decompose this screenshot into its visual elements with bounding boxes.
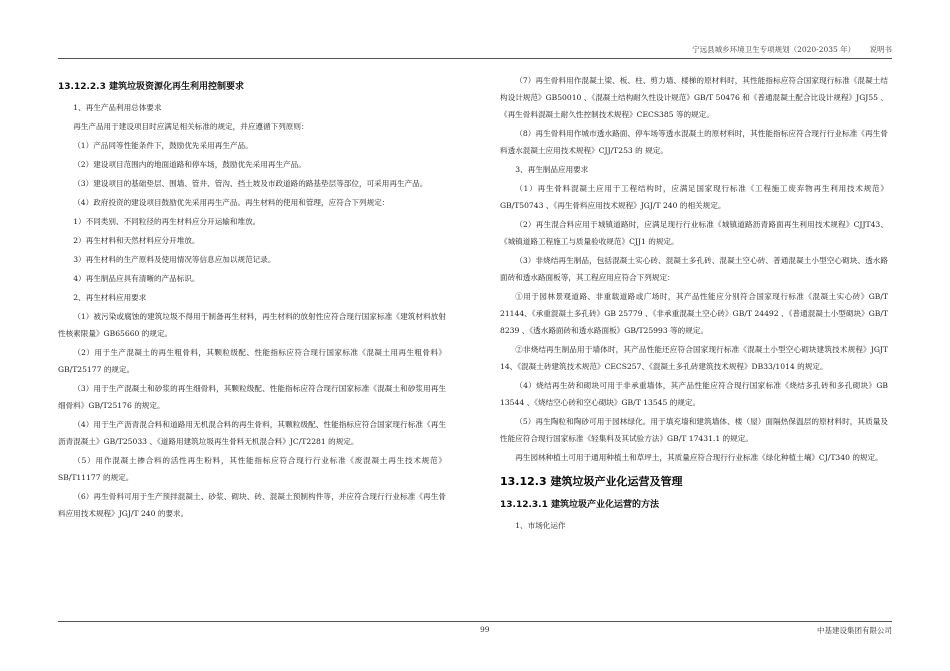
paragraph: （8）再生骨料用作城市透水路面、停车场等透水混凝土的原材料时，其性能指标应符合现行行业标准《再生骨料透水混凝土应用技术规程》CJJ/T253 的 规定。 (500, 129, 888, 155)
paragraph: （5）再生陶粒和陶砂可用于园林绿化。用于填充墙和建筑墙体、楼（屋）面隔热保温层的原材料时，其质量及性能应符合现行国家标准《轻集料及其试验方法》GB/T 17431.1 的规定。 (500, 417, 888, 443)
page-header (692, 44, 892, 55)
section-heading-13-12-3-1: 13.12.3.1 建筑垃圾产业化运营的方法 (500, 500, 659, 510)
paragraph: ①用于园林景观道路、非重载道路或广场时，其产品性能应分别符合国家现行标准《混凝土实心砖》GB/T 21144、《承重混凝土多孔砖》GB 25779 、《非承重混凝土空心砖》GB/T 24492 、《普通混凝土小型砌块》GB/T 8239 、《透水路面砖和透水路面板》GB/T25993 等的规定。 (500, 292, 888, 335)
paragraph: （1）再生骨料混凝土应用于工程结构时，应满足国家现行标准《工程施工废弃物再生利用技术规范》GB/T50743 、《再生骨料应用技术规程》JGJ/T 240 的相关规定。 (500, 184, 888, 210)
section-heading-13-12-3: 13.12.3 建筑垃圾产业化运营及管理 (500, 475, 683, 488)
paragraph: ②非烧结再生制品用于墙体时，其产品性能还应符合国家现行标准《混凝土小型空心砌块建筑技术规程》JGJT 14、《混凝土砖建筑技术规范》CECS257、《混凝土多孔砖建筑技术规程》DB33/1014 的规定。 (500, 345, 888, 371)
document-type: 说明书 (869, 45, 892, 54)
paragraph: 再生园林种植土可用于通用种植土和草坪土，其质量应符合现行行业标准《绿化种植土壤》CJ/T340 的规定。 (515, 453, 883, 462)
section-heading-13-12-2-3: 13.12.2.3 建筑垃圾资源化再生利用控制要求 (58, 82, 244, 92)
paragraph: （7）再生骨料用作混凝土梁、板、柱、剪力墙、楼梯的原材料时，其性能指标应符合国家现行标准《混凝土结构设计规范》GB50010 、《混凝土结构耐久性设计规范》GB/T 50476 和《普通混凝土配合比设计规程》JGJ55 、《再生骨料混凝土耐久性控制技术规程》CECS385 等的规定。 (500, 76, 888, 119)
paragraph: 3）再生材料的生产原料及使用情况等信息应加以规范记录。 (73, 255, 276, 264)
left-column (58, 72, 446, 524)
paragraph: （3）非烧结再生制品，包括混凝土实心砖、混凝土多孔砖、混凝土空心砖、普通混凝土小型空心砌块、透水路面砖和透水路面板等，其工程应用应符合下列规定： (500, 256, 888, 282)
paragraph: 2）再生材料和天然材料应分开堆放。 (73, 236, 200, 245)
paragraph: （4）用于生产沥青混合料和道路用无机混合料的再生骨料，其颗粒级配、性能指标应符合国家现行标准《再生沥青混凝土》GB/T25033 、《道路用建筑垃圾再生骨料无机混合料》JC/T2281 的规定。 (58, 420, 446, 446)
paragraph: （1）被污染或腐蚀的建筑垃圾不得用于制备再生材料，再生材料的放射性应符合现行国家标准《建筑材料放射性核素限量》GB65660 的规定。 (58, 312, 446, 338)
paragraph: （3）建设项目的基础垫层、围墙、管井、管沟、挡土坡及市政道路的路基垫层等部位，可采用再生产品。 (73, 179, 428, 188)
company-name: 中基建设集团有限公司 (817, 626, 892, 635)
paragraph: （5）用作混凝土掺合料的活性再生粉料，其性能指标应符合现行行业标准《废混凝土再生技术规范》SB/T11177 的规定。 (58, 456, 446, 482)
paragraph: （4）烧结再生砖和砌块可用于非承重墙体，其产品性能应符合现行国家标准《烧结多孔砖和多孔砌块》GB 13544 、《烧结空心砖和空心砌块》GB/T 13545 的规定。 (500, 381, 888, 407)
paragraph: 2、再生材料应用要求 (73, 293, 147, 302)
paragraph: 3、再生制品应用要求 (515, 165, 589, 174)
paragraph: （6）再生骨料可用于生产预拌混凝土、砂浆、砌块、砖、混凝土预制构件等，并应符合现行行业标准《再生骨料应用技术规程》JGJ/T 240 的要求。 (58, 492, 446, 518)
paragraph: 1、再生产品利用总体要求 (73, 103, 162, 112)
paragraph: （3）用于生产混凝土和砂浆的再生细骨料，其颗粒级配、性能指标应符合现行国家标准《混凝土和砂浆用再生细骨料》GB/T25176 的规定。 (58, 384, 446, 410)
paragraph: 4）再生制品应具有清晰的产品标识。 (73, 274, 200, 283)
right-column (500, 72, 888, 536)
paragraph: （4）政府投资的建设项目鼓励优先采用再生产品。再生材料的使用和管理，应符合下列规定： (73, 198, 390, 207)
paragraph: 1）不同类别、不同粒径的再生材料应分开运输和堆放。 (73, 217, 261, 226)
paragraph: （2）再生混合料应用于城镇道路时，应满足现行行业标准《城镇道路沥青路面再生利用技术规程》CJJT43、《城镇道路工程施工与质量验收规范》CJJ1 的规定。 (500, 220, 888, 246)
document-title: 宁远县城乡环境卫生专项规划（2020-2035 年） (692, 45, 856, 54)
footer-rule (58, 621, 892, 622)
page-number: 99 (480, 625, 490, 634)
paragraph: 再生产品用于建设项目时应满足相关标准的规定，并应遵循下列原则： (73, 122, 309, 131)
paragraph: （2）建设项目范围内的地面道路和停车场，鼓励优先采用再生产品。 (73, 160, 306, 169)
paragraph: （1）产品同等性能条件下，鼓励优先采用再生产品。 (73, 141, 253, 150)
paragraph: （2）用于生产混凝土的再生粗骨料，其颗粒级配、性能指标应符合现行国家标准《混凝土用再生粗骨料》GB/T25177 的规定。 (58, 348, 446, 374)
header-rule (58, 58, 892, 59)
paragraph: 1、市场化运作 (515, 521, 566, 530)
